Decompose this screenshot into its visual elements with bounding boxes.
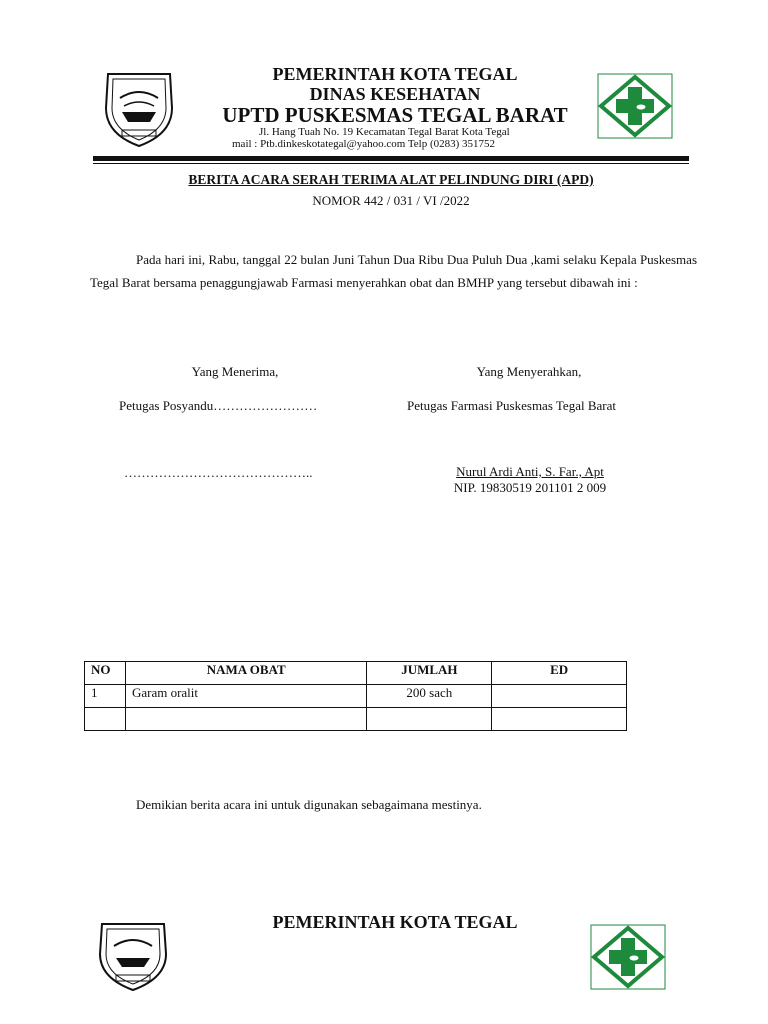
- giver-role: Petugas Farmasi Puskesmas Tegal Barat: [407, 398, 616, 413]
- column-header-no: NO: [85, 662, 126, 685]
- puskesmas-logo-icon: [590, 924, 666, 990]
- puskesmas-logo-icon: [597, 73, 673, 139]
- header-department: DINAS KESEHATAN: [309, 84, 481, 104]
- receiver-name-line: ……………………………………..: [124, 465, 313, 480]
- items-table: [84, 661, 627, 731]
- cell-nama-obat: [125, 708, 366, 731]
- giver-heading: Yang Menyerahkan,: [476, 364, 582, 379]
- cell-ed: [492, 708, 627, 731]
- cell-ed: [492, 685, 627, 708]
- cell-no: 1: [85, 685, 126, 708]
- column-header-ed: ED: [492, 662, 627, 685]
- tegal-city-emblem-icon: [94, 920, 172, 992]
- footer-government: PEMERINTAH KOTA TEGAL: [272, 912, 518, 932]
- giver-name: Nurul Ardi Anti, S. Far., Apt: [456, 464, 604, 479]
- document-title: BERITA ACARA SERAH TERIMA ALAT PELINDUNG DIRI (APD): [188, 172, 594, 187]
- header-institution: UPTD PUSKESMAS TEGAL BARAT: [222, 103, 568, 127]
- header-government: PEMERINTAH KOTA TEGAL: [272, 64, 518, 84]
- table-header-row: [85, 662, 627, 685]
- header-divider-thin: [93, 163, 689, 164]
- document-number: NOMOR 442 / 031 / VI /2022: [312, 193, 470, 208]
- cell-jumlah: [367, 708, 492, 731]
- header-contact: mail : Ptb.dinkeskotategal@yahoo.com Telp (0283) 351752: [232, 138, 496, 150]
- receiver-heading: Yang Menerima,: [191, 364, 279, 379]
- giver-nip: NIP. 19830519 201101 2 009: [453, 480, 607, 495]
- column-header-jumlah: JUMLAH: [367, 662, 492, 685]
- receiver-role: Petugas Posyandu……………………: [119, 398, 318, 413]
- column-header-nama-obat: NAMA OBAT: [125, 662, 366, 685]
- tegal-city-emblem-icon: [100, 68, 178, 150]
- cell-no: [85, 708, 126, 731]
- table-row: [85, 708, 627, 731]
- table-row: [85, 685, 627, 708]
- cell-nama-obat: Garam oralit: [125, 685, 366, 708]
- opening-paragraph: Pada hari ini, Rabu, tanggal 22 bulan Juni Tahun Dua Ribu Dua Puluh Dua ,kami selaku Kepala Puskesmas Tegal Barat bersama penaggungjawab Farmasi menyerahkan obat dan BMHP yang tersebut dibawah ini :: [90, 252, 697, 290]
- header-address: Jl. Hang Tuah No. 19 Kecamatan Tegal Barat Kota Tegal: [259, 126, 510, 138]
- closing-statement: Demikian berita acara ini untuk digunakan sebagaimana mestinya.: [136, 797, 482, 812]
- cell-jumlah: 200 sach: [367, 685, 492, 708]
- header-divider: [93, 156, 689, 161]
